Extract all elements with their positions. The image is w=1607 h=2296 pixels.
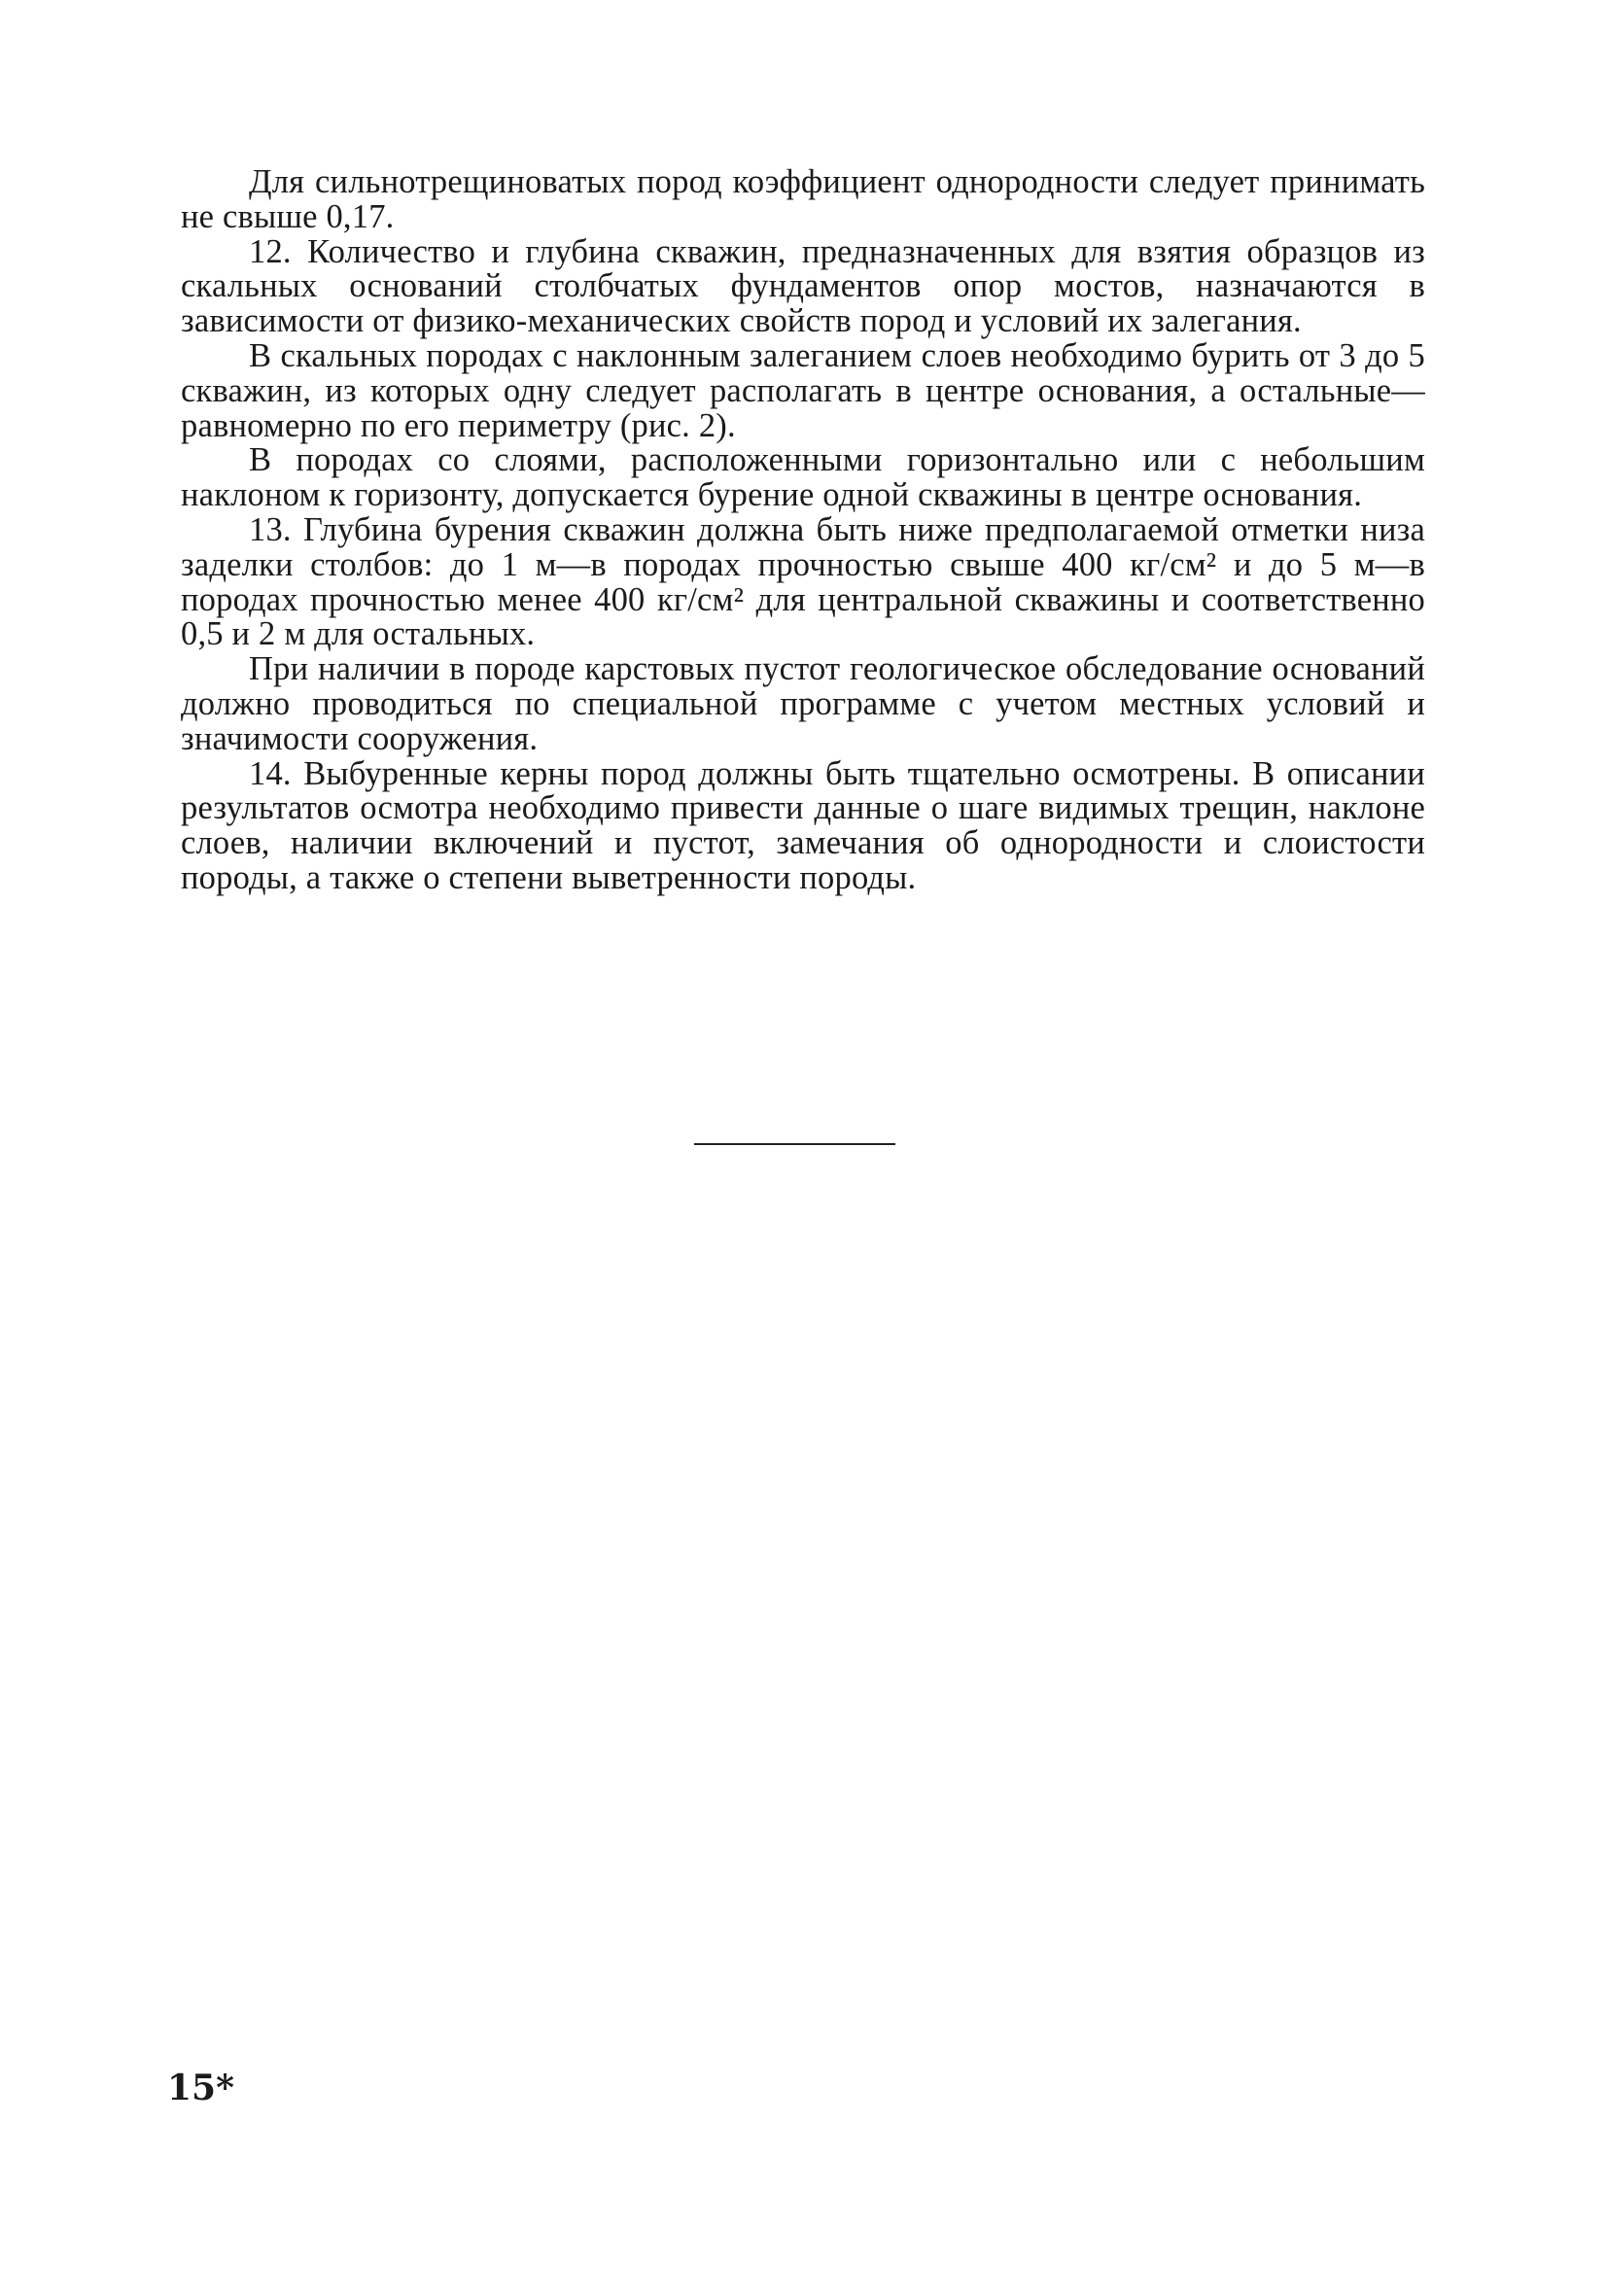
- section-divider: [694, 1143, 895, 1145]
- body-text: [181, 165, 1425, 896]
- page-number: 15*: [167, 2068, 234, 2108]
- paragraph-rock-coefficient: Для сильнотрещиноватых пород коэффициент однородности следует принимать не свыше 0,17.: [181, 163, 1425, 235]
- paragraph-item-13-depth: 13. Глубина бурения скважин должна быть ниже предполагаемой отметки низа заделки столбов: до 1 м—в породах прочностью свыше 400 кг/см² и до 5 м—в породах прочностью менее 400 кг/см² для центральной скважины и соответственно 0,5 и 2 м для остальных.: [181, 510, 1425, 653]
- paragraph-item-12-boreholes: 12. Количество и глубина скважин, предназначенных для взятия образцов из скальных оснований столбчатых фундаментов опор мостов, назначаются в зависимости от физико-механических свойств пород и условий их залегания.: [181, 232, 1425, 340]
- paragraph-karst-voids: При наличии в породе карстовых пустот геологическое обследование оснований должно проводиться по специальной программе с учетом местных условий и значимости сооружения.: [181, 650, 1425, 757]
- paragraph-horizontal-layers: В породах со слоями, расположенными горизонтально или с небольшим наклоном к горизонту, допускается бурение одной скважины в центре основания.: [181, 441, 1425, 514]
- paragraph-item-14-cores: 14. Выбуренные керны пород должны быть тщательно осмотрены. В описании результатов осмотра необходимо привести данные о шаге видимых трещин, наклоне слоев, наличии включений и пустот, замечания об однородности и слоистости породы, а также о степени выветренности породы.: [181, 754, 1425, 896]
- paragraph-inclined-layers: В скальных породах с наклонным залеганием слоев необходимо бурить от 3 до 5 скважин, из которых одну следует располагать в центре основания, а остальные—равномерно по его периметру (рис. 2).: [181, 336, 1425, 444]
